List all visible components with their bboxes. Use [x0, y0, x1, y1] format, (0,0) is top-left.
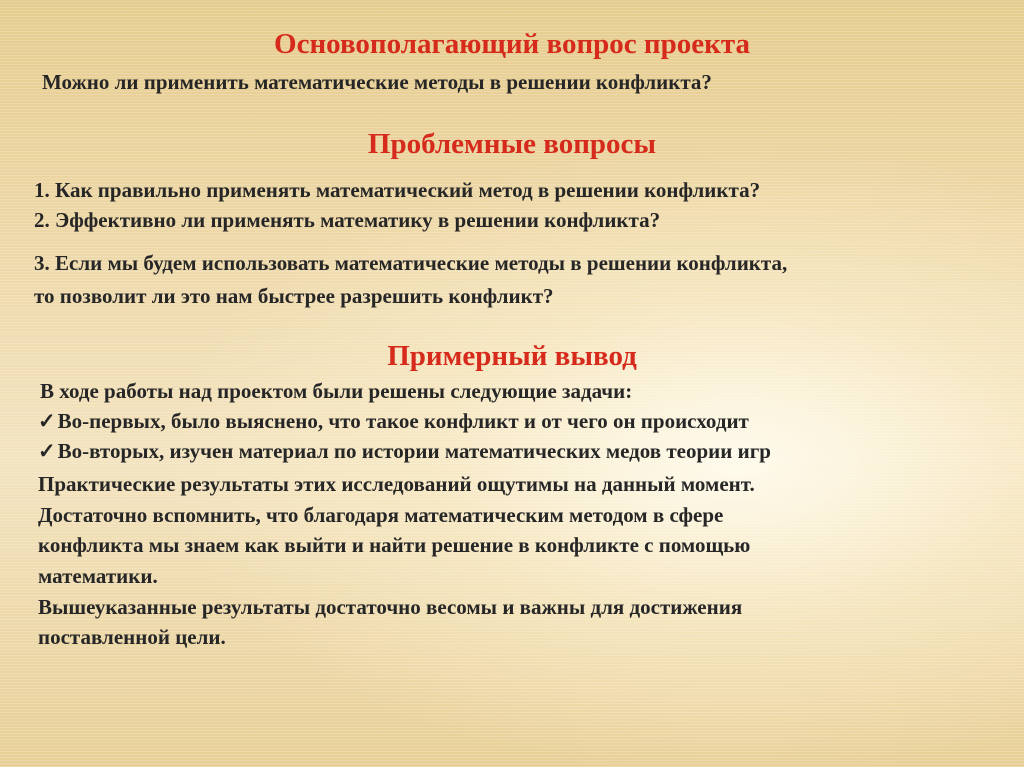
- conclusion-paragraph-line-4: математики.: [38, 564, 158, 588]
- problem-question-2: 2. Эффективно ли применять математику в решении конфликта?: [34, 208, 661, 232]
- conclusion-paragraph-line-3: конфликта мы знаем как выйти и найти решение в конфликте с помощью: [38, 533, 751, 557]
- problem-question-3-continuation: то позволит ли это нам быстрее разрешить конфликт?: [34, 284, 554, 308]
- main-question-heading: Основополагающий вопрос проекта: [274, 28, 750, 60]
- problem-questions-heading: Проблемные вопросы: [367, 128, 657, 160]
- conclusion-paragraph-line-1: Практические результаты этих исследований ощутимы на данный момент.: [38, 472, 755, 496]
- conclusion-paragraph-line-5: Вышеуказанные результаты достаточно весомы и важны для достижения: [38, 595, 743, 619]
- problem-question-3: 3. Если мы будем использовать математические методы в решении конфликта,: [34, 251, 788, 275]
- conclusion-check-text-2: Во-вторых, изучен материал по истории математических медов теории игр: [57, 439, 771, 463]
- checkmark-icon: ✓: [38, 409, 56, 433]
- conclusion-paragraph-line-2: Достаточно вспомнить, что благодаря математическим методом в сфере: [38, 503, 724, 527]
- conclusion-check-text-1: Во-первых, было выяснено, что такое конфликт и от чего он происходит: [57, 409, 749, 433]
- problem-question-1: 1. Как правильно применять математический метод в решении конфликта?: [34, 178, 761, 202]
- conclusion-heading: Примерный вывод: [387, 340, 637, 372]
- conclusion-check-item-2: [38, 437, 771, 465]
- conclusion-paragraph-line-6: поставленной цели.: [38, 625, 226, 649]
- conclusion-check-item-1: [38, 407, 749, 435]
- conclusion-intro: В ходе работы над проектом были решены следующие задачи:: [40, 379, 633, 403]
- main-question-text: Можно ли применить математические методы в решении конфликта?: [42, 70, 712, 94]
- checkmark-icon: ✓: [38, 439, 56, 463]
